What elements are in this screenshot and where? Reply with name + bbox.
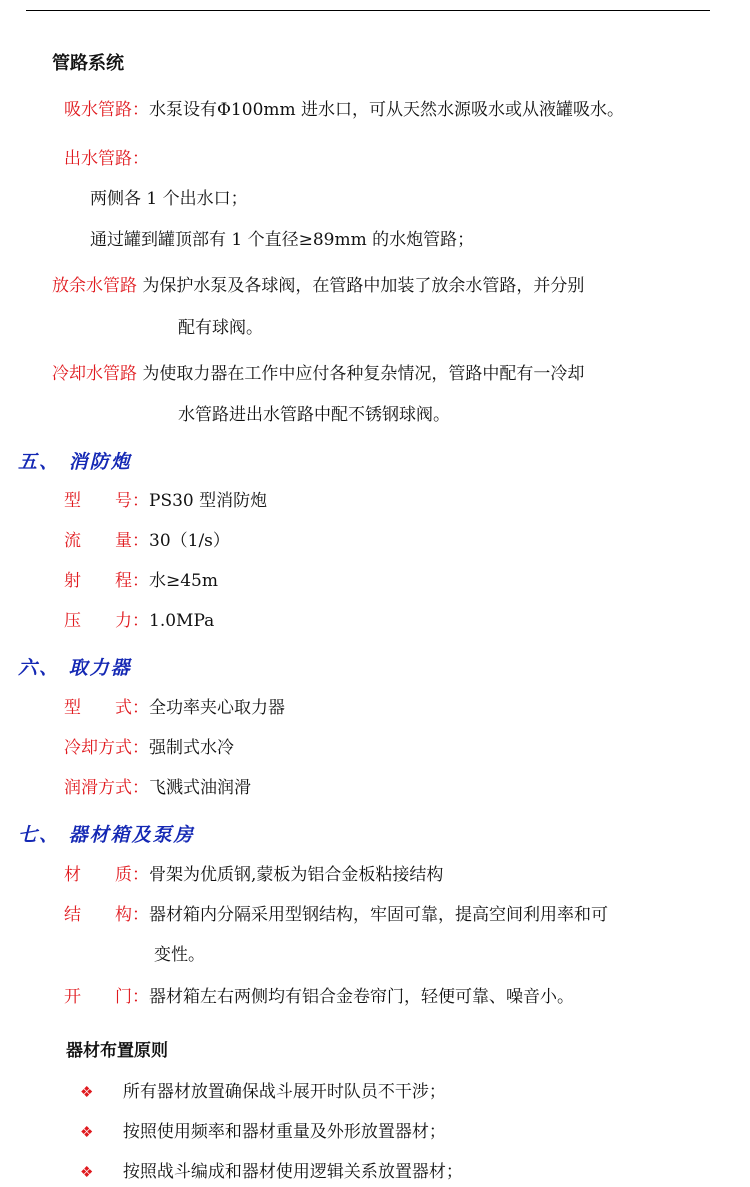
spec-value: 全功率夹心取力器 [149,698,285,718]
principle-text: 按照使用频率和器材重量及外形放置器材； [122,1122,446,1142]
drain-pipe-row [52,274,584,298]
material-label: 材 质： [64,865,149,885]
spec-value: 30（1/s） [149,531,230,551]
principles-heading: 器材布置原则 [66,1041,168,1061]
cooling-pipe-label: 冷却水管路 [52,364,137,384]
section-6-title: 六、 取力器 [18,657,132,679]
top-rule [26,10,710,11]
spec-label: 流 量： [64,531,149,551]
structure-row [64,903,608,927]
outlet-pipe-line1: 两侧各 1 个出水口； [90,189,248,209]
section-5-title: 五、 消防炮 [18,451,132,473]
cooling-pipe-line1: 为使取力器在工作中应付各种复杂情况，管路中配有一冷却 [142,364,585,384]
spec-row [64,569,218,593]
spec-label: 润滑方式： [64,778,149,798]
door-label: 开 门： [64,987,149,1007]
spec-row [64,776,251,800]
outlet-pipe-line2: 通过罐到罐顶部有 1 个直径≥89mm 的水炮管路； [90,230,475,250]
spec-value: 飞溅式油润滑 [149,778,251,798]
door-row [64,985,574,1009]
drain-pipe-label: 放余水管路 [52,276,137,296]
structure-line2: 变性。 [154,945,205,965]
spec-value: 1.0MPa [149,611,215,631]
principle-text: 所有器材放置确保战斗展开时队员不干涉； [122,1082,446,1102]
spec-row [64,489,267,513]
structure-line1: 器材箱内分隔采用型钢结构，牢固可靠，提高空间利用率和可 [149,905,608,925]
principle-item [80,1160,463,1184]
outlet-pipe-label: 出水管路： [64,149,149,169]
spec-row [64,736,234,760]
principle-item [80,1120,446,1144]
drain-pipe-line1: 为保护水泵及各球阀，在管路中加装了放余水管路，并分别 [142,276,585,296]
spec-label: 压 力： [64,611,149,631]
suction-pipe-row [64,98,624,122]
principle-text: 按照战斗编成和器材使用逻辑关系放置器材； [122,1162,463,1182]
diamond-bullet-icon: ❖ [80,1163,94,1181]
spec-row [64,529,230,553]
cooling-pipe-line2: 水管路进出水管路中配不锈钢球阀。 [178,405,450,425]
pipeline-heading: 管路系统 [52,53,124,74]
section-7-title: 七、 器材箱及泵房 [18,824,195,846]
drain-pipe-line2: 配有球阀。 [178,318,263,338]
spec-row [64,609,214,633]
spec-label: 冷却方式： [64,738,149,758]
material-row [64,863,443,887]
diamond-bullet-icon: ❖ [80,1123,94,1141]
material-value: 骨架为优质钢,蒙板为铝合金板粘接结构 [149,865,444,885]
cooling-pipe-row [52,362,584,386]
suction-pipe-text: 水泵设有Φ100mm 进水口，可从天然水源吸水或从液罐吸水。 [149,100,625,120]
structure-label: 结 构： [64,905,149,925]
diamond-bullet-icon: ❖ [80,1083,94,1101]
door-value: 器材箱左右两侧均有铝合金卷帘门，轻便可靠、噪音小。 [149,987,574,1007]
spec-label: 型 号： [64,491,149,511]
principle-item [80,1080,446,1104]
spec-value: 强制式水冷 [149,738,234,758]
spec-label: 射 程： [64,571,149,591]
spec-row [64,696,285,720]
spec-label: 型 式： [64,698,149,718]
suction-pipe-label: 吸水管路： [64,100,149,120]
spec-value: PS30 型消防炮 [149,491,268,511]
spec-value: 水≥45m [149,571,218,591]
